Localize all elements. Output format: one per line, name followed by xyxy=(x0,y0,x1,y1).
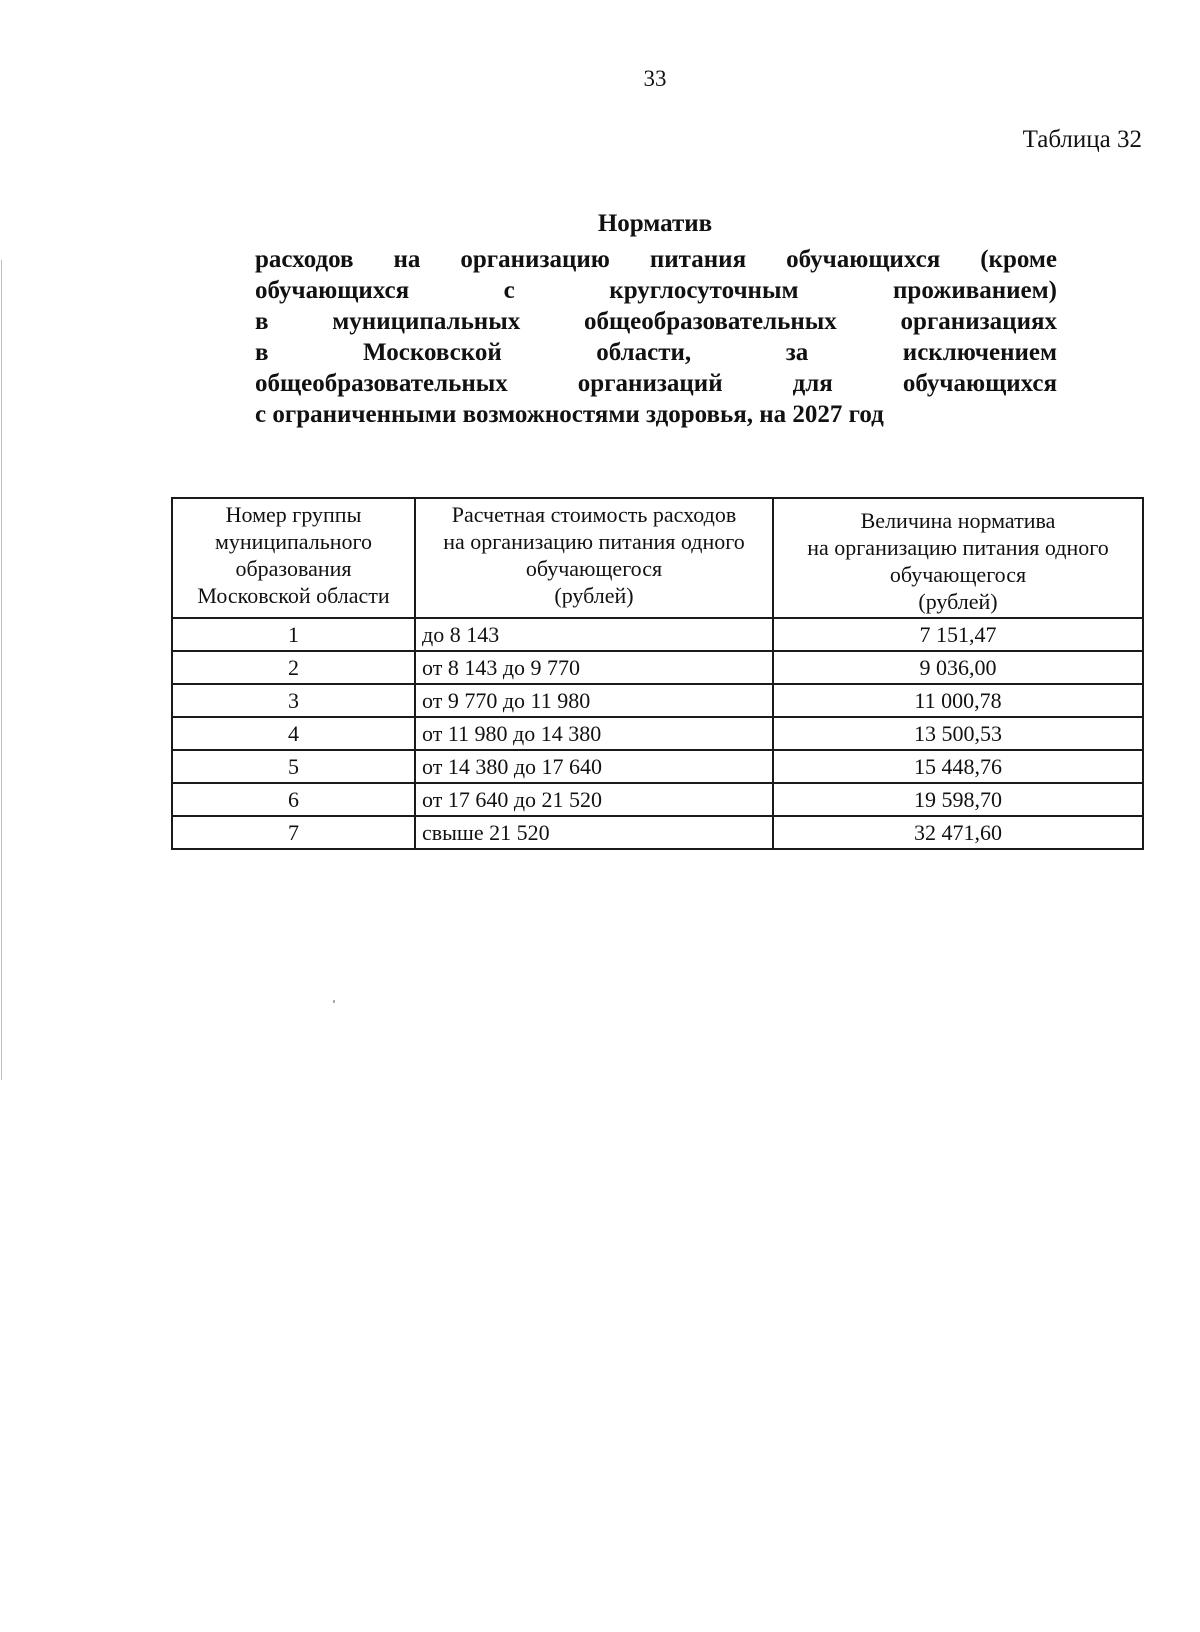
table-row xyxy=(172,816,1143,849)
table-row xyxy=(172,750,1143,783)
header-line: (рублей) xyxy=(554,583,634,608)
table-header-row xyxy=(172,498,1143,618)
header-line: обучающегося xyxy=(525,556,663,581)
cell-group-number: 5 xyxy=(172,750,415,783)
header-line: обучающегося xyxy=(889,562,1027,587)
cell-group-number: 2 xyxy=(172,651,415,684)
header-line: (рублей) xyxy=(918,589,998,614)
header-line: Величина норматива xyxy=(860,508,1056,533)
cell-norm-value: 13 500,53 xyxy=(773,717,1143,750)
heading-line: общеобразовательных организаций для обучающихся xyxy=(255,370,1057,397)
header-line: на организацию питания одного xyxy=(443,529,745,554)
cell-norm-value: 32 471,60 xyxy=(773,816,1143,849)
table-row xyxy=(172,783,1143,816)
heading-title: Норматив xyxy=(597,210,713,237)
norms-table xyxy=(171,497,1144,850)
heading-line: расходов на организацию питания обучающихся (кроме xyxy=(255,246,1057,273)
cell-cost-range: от 14 380 до 17 640 xyxy=(415,750,773,783)
scan-edge-line xyxy=(1,260,2,1080)
cell-norm-value: 7 151,47 xyxy=(773,618,1143,651)
header-cost-range xyxy=(415,498,773,618)
cell-cost-range: от 8 143 до 9 770 xyxy=(415,651,773,684)
header-line: Московской области xyxy=(197,583,390,608)
header-line: Расчетная стоимость расходов xyxy=(451,502,737,527)
header-line: муниципального xyxy=(214,529,372,554)
cell-cost-range: от 11 980 до 14 380 xyxy=(415,717,773,750)
cell-group-number: 3 xyxy=(172,684,415,717)
header-norm-value xyxy=(773,498,1143,618)
cell-group-number: 6 xyxy=(172,783,415,816)
cell-group-number: 4 xyxy=(172,717,415,750)
cell-cost-range: свыше 21 520 xyxy=(415,816,773,849)
cell-group-number: 7 xyxy=(172,816,415,849)
heading-line: в муниципальных общеобразовательных организациях xyxy=(255,308,1057,335)
header-line: Номер группы xyxy=(225,502,362,527)
heading-body xyxy=(255,244,1057,430)
table-body xyxy=(172,618,1143,849)
cell-cost-range: от 17 640 до 21 520 xyxy=(415,783,773,816)
heading-line: в Московской области, за исключением xyxy=(255,339,1057,366)
heading-line: с ограниченными возможностями здоровья, на 2027 год xyxy=(255,401,884,428)
cell-cost-range: от 9 770 до 11 980 xyxy=(415,684,773,717)
cell-norm-value: 9 036,00 xyxy=(773,651,1143,684)
table-label: Таблица 32 xyxy=(1022,126,1142,153)
header-line: на организацию питания одного xyxy=(807,535,1109,560)
table-row xyxy=(172,684,1143,717)
scan-speck xyxy=(333,1000,335,1003)
table-header xyxy=(172,498,1143,618)
table-row xyxy=(172,717,1143,750)
heading-line: обучающихся с круглосуточным проживанием) xyxy=(255,277,1057,304)
header-line: образования xyxy=(235,556,352,581)
cell-group-number: 1 xyxy=(172,618,415,651)
cell-norm-value: 15 448,76 xyxy=(773,750,1143,783)
cell-cost-range: до 8 143 xyxy=(415,618,773,651)
page-number: 33 xyxy=(643,66,667,91)
cell-norm-value: 19 598,70 xyxy=(773,783,1143,816)
table-row xyxy=(172,651,1143,684)
table-row xyxy=(172,618,1143,651)
header-group-number xyxy=(172,498,415,618)
cell-norm-value: 11 000,78 xyxy=(773,684,1143,717)
